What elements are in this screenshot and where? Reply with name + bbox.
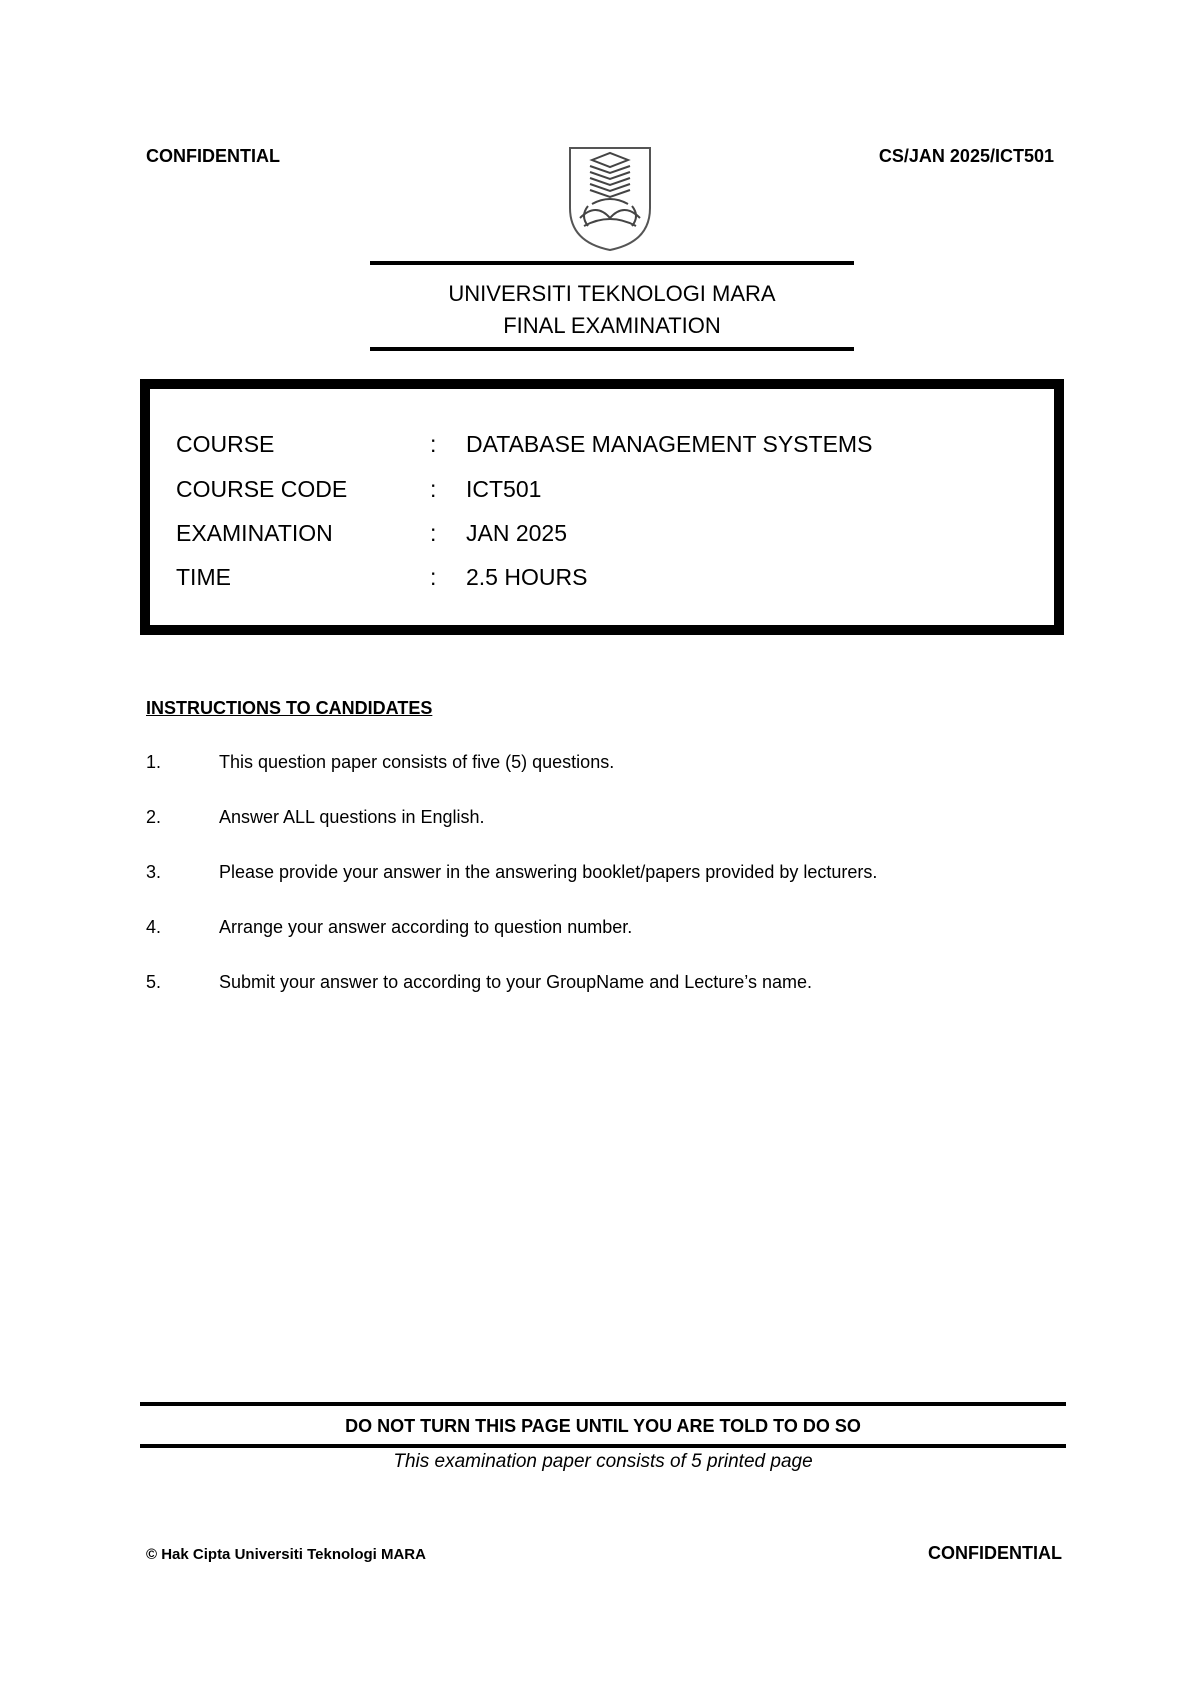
separator: : — [430, 564, 437, 590]
exam-title — [370, 278, 854, 342]
header-confidential: CONFIDENTIAL — [146, 146, 280, 166]
separator: : — [430, 520, 437, 546]
examination-value: JAN 2025 — [466, 520, 568, 546]
instruction-item — [146, 807, 1046, 833]
copyright-notice: © Hak Cipta Universiti Teknologi MARA — [146, 1546, 426, 1563]
instruction-number: 3. — [146, 862, 162, 882]
course-label: COURSE — [176, 431, 275, 457]
instruction-number: 2. — [146, 807, 162, 827]
course-code-label: COURSE CODE — [176, 476, 348, 502]
notice-top-rule — [140, 1402, 1066, 1406]
examination-label: EXAMINATION — [176, 520, 333, 546]
separator: : — [430, 476, 437, 502]
instruction-item — [146, 972, 1046, 998]
printed-pages-note: This examination paper consists of 5 printed page — [393, 1451, 813, 1472]
course-info-box — [140, 379, 1064, 635]
exam-type: FINAL EXAMINATION — [503, 313, 721, 338]
instruction-text: Arrange your answer according to question number. — [219, 917, 633, 937]
title-bottom-rule — [370, 347, 854, 351]
instruction-text: This question paper consists of five (5) questions. — [219, 752, 615, 772]
instruction-text: Please provide your answer in the answering booklet/papers provided by lecturers. — [219, 862, 878, 882]
course-value: DATABASE MANAGEMENT SYSTEMS — [466, 431, 873, 457]
instruction-number: 4. — [146, 917, 162, 937]
instruction-number: 5. — [146, 972, 162, 992]
instruction-item — [146, 862, 1046, 888]
university-name: UNIVERSITI TEKNOLOGI MARA — [448, 281, 776, 306]
instruction-item — [146, 752, 1046, 778]
title-top-rule — [370, 261, 854, 265]
instruction-text: Answer ALL questions in English. — [219, 807, 485, 827]
separator: : — [430, 431, 437, 457]
course-code-value: ICT501 — [466, 476, 542, 502]
instruction-item — [146, 917, 1046, 943]
instruction-number: 1. — [146, 752, 162, 772]
instruction-text: Submit your answer to according to your GroupName and Lecture’s name. — [219, 972, 812, 992]
university-crest-icon — [566, 146, 654, 252]
do-not-turn-warning: DO NOT TURN THIS PAGE UNTIL YOU ARE TOLD TO DO SO — [345, 1416, 861, 1436]
instructions-heading: INSTRUCTIONS TO CANDIDATES — [146, 698, 433, 718]
notice-bottom-rule — [140, 1444, 1066, 1448]
time-value: 2.5 HOURS — [466, 564, 588, 590]
paper-code: CS/JAN 2025/ICT501 — [878, 146, 1054, 166]
footer-confidential: CONFIDENTIAL — [928, 1543, 1062, 1563]
time-label: TIME — [176, 564, 231, 590]
